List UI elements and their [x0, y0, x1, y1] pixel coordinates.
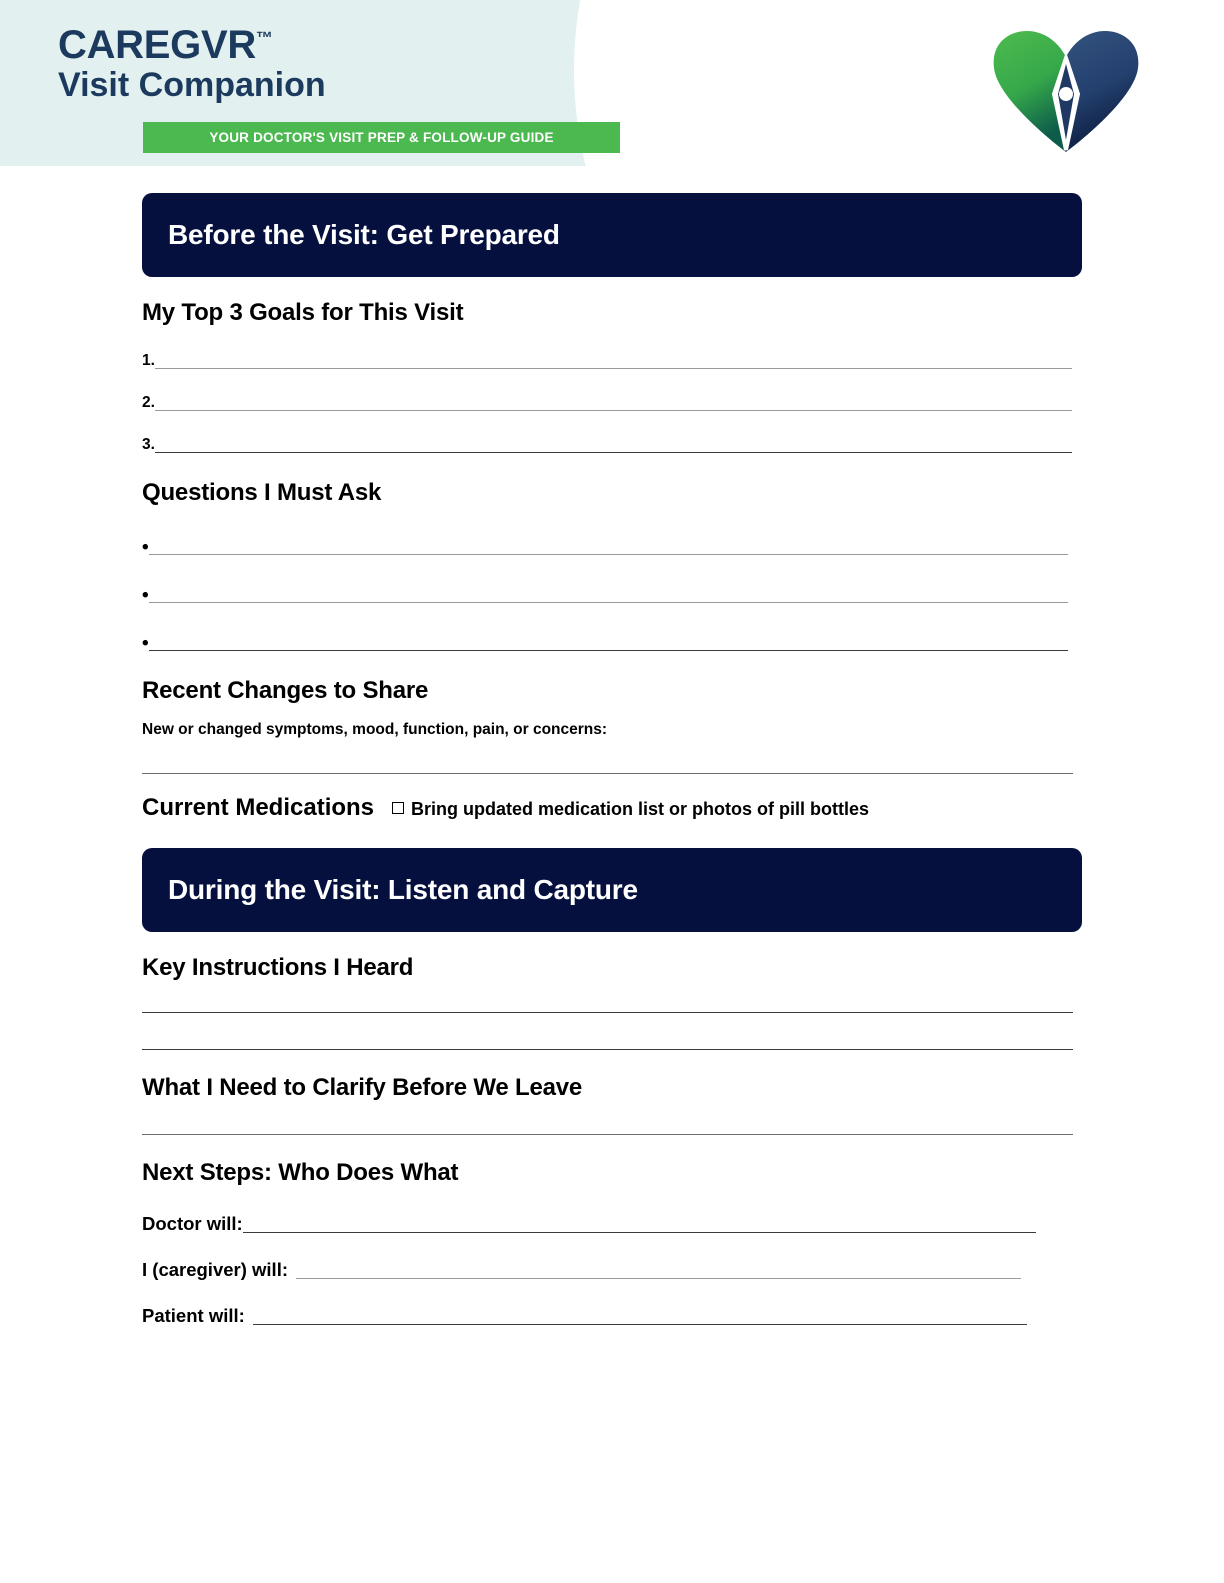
- write-in-rule[interactable]: [155, 410, 1072, 411]
- heading-top-3-goals: My Top 3 Goals for This Visit: [142, 299, 464, 326]
- tagline-banner: [143, 122, 620, 153]
- medications-note-label: Bring updated medication list or photos of pill bottles: [411, 799, 870, 819]
- bullet-icon: •: [142, 633, 149, 654]
- section-title: During the Visit: Listen and Capture: [168, 874, 638, 905]
- question-line-2[interactable]: [142, 581, 1224, 606]
- write-in-rule[interactable]: [253, 1324, 1027, 1325]
- section-title: Before the Visit: Get Prepared: [168, 219, 560, 250]
- write-in-rule[interactable]: [149, 650, 1068, 651]
- heading-recent-changes: Recent Changes to Share: [142, 677, 429, 704]
- write-in-rule[interactable]: [155, 368, 1072, 369]
- product-name: Visit Companion: [58, 66, 326, 104]
- heading-questions-i-must-ask: Questions I Must Ask: [142, 479, 382, 506]
- question-line-1[interactable]: [142, 533, 1224, 558]
- goal-line-3[interactable]: [142, 427, 1224, 453]
- section-banner-during-visit: [142, 848, 1082, 932]
- heading-clarify-before-leave: What I Need to Clarify Before We Leave: [142, 1074, 583, 1101]
- recent-changes-write-in-rule[interactable]: [142, 773, 1073, 774]
- heading-current-medications: Current Medications: [142, 794, 375, 821]
- recent-changes-subnote: New or changed symptoms, mood, function, pain, or concerns:: [142, 721, 608, 738]
- goal-number: 2.: [142, 394, 155, 411]
- goal-number: 3.: [142, 436, 155, 453]
- brand-name-text: CAREGVR: [58, 23, 256, 67]
- goal-number: 1.: [142, 352, 155, 369]
- heading-key-instructions: Key Instructions I Heard: [142, 954, 414, 981]
- goal-line-1[interactable]: [142, 343, 1224, 369]
- key-instructions-rule-2[interactable]: [142, 1049, 1073, 1050]
- bullet-icon: •: [142, 537, 149, 558]
- checkbox-empty-icon[interactable]: [392, 802, 404, 814]
- next-step-caregiver[interactable]: [142, 1255, 1224, 1279]
- write-in-rule[interactable]: [149, 554, 1068, 555]
- write-in-rule[interactable]: [296, 1278, 1021, 1279]
- heart-logo: [990, 28, 1142, 152]
- tagline-text: YOUR DOCTOR'S VISIT PREP & FOLLOW-UP GUIDE: [209, 130, 554, 145]
- medications-note[interactable]: [392, 799, 869, 820]
- next-step-label: Patient will:: [142, 1305, 245, 1326]
- next-step-doctor[interactable]: [142, 1209, 1224, 1233]
- bullet-icon: •: [142, 585, 149, 606]
- write-in-rule[interactable]: [155, 452, 1072, 453]
- heading-current-medications-row: [142, 794, 1224, 822]
- question-line-3[interactable]: [142, 629, 1224, 654]
- trademark-symbol: ™: [255, 28, 273, 48]
- page-header: [0, 0, 1224, 166]
- write-in-rule[interactable]: [149, 602, 1068, 603]
- next-step-patient[interactable]: [142, 1301, 1224, 1325]
- brand-name: [58, 22, 273, 68]
- goal-line-2[interactable]: [142, 385, 1224, 411]
- next-step-label: I (caregiver) will:: [142, 1259, 288, 1280]
- key-instructions-rule-1[interactable]: [142, 1012, 1073, 1013]
- heading-next-steps: Next Steps: Who Does What: [142, 1159, 459, 1186]
- document-body: [0, 166, 1224, 1325]
- section-banner-before-visit: [142, 193, 1082, 277]
- write-in-rule[interactable]: [243, 1232, 1036, 1233]
- next-step-label: Doctor will:: [142, 1213, 243, 1234]
- clarify-write-in-rule[interactable]: [142, 1134, 1073, 1135]
